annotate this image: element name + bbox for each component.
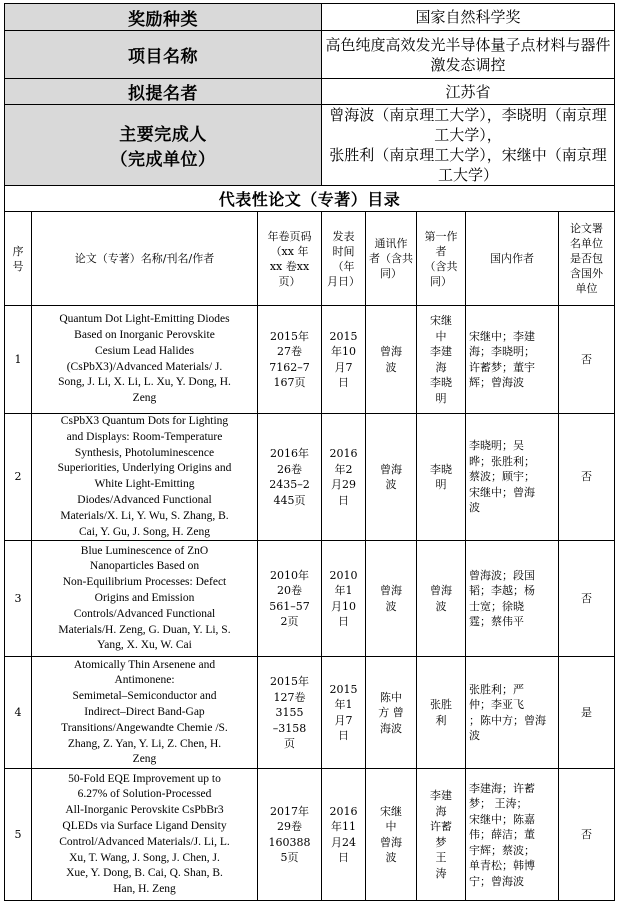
paper-title-line: Song, J. Li, X. Li, L. Xu, Y. Dong, H. [58,376,231,389]
row-number-line: 2 [14,470,22,484]
corresponding-author [366,414,417,541]
domestic-authors-line: 晔；张胜利； [469,454,535,468]
domestic-authors [466,306,559,414]
col-header-domestic-authors: 国内作者 [466,212,559,306]
publish-date-line: 月24 [331,835,356,849]
row-number [5,414,32,541]
foreign-unit-flag-line: 否 [581,470,592,484]
paper-title [32,657,258,769]
publish-date-line: 2015 [329,682,358,696]
volume-pages-line: –3158 [272,721,307,735]
paper-title-line: Xue, Y. Dong, B. Cai, Q. Shan, B. [66,867,223,880]
paper-title-line: Han, H. Zeng [113,883,176,896]
project-name-label: 项目名称 [5,31,322,79]
table-row [5,657,615,769]
paper-title-line: (CsPbX3)/Advanced Materials/ J. [66,360,223,373]
domestic-authors-line: 波 [469,501,480,515]
paper-title-line: Zeng [132,753,157,766]
col-header-date: 发表 时间 （年 月日） [322,212,366,306]
first-author-line: 涛 [435,866,447,880]
volume-pages [258,541,322,657]
paper-title-line: Yang, X. Xu, W. Cai [97,639,192,652]
publish-date-line: 日 [338,493,349,507]
domestic-authors-line: 宁；曾海波 [469,874,524,888]
paper-title-line: Blue Luminescence of ZnO [80,544,209,557]
domestic-authors [466,414,559,541]
domestic-authors-line: 梦； 王涛； [469,797,528,811]
volume-pages-line: 167页 [273,376,306,389]
completers-label-line-1: 主要完成人 [119,125,207,145]
volume-pages-line: 7162–7 [269,360,310,374]
col-header-paper: 论文（专著）名称/刊名/作者 [32,212,258,306]
first-author-line: 中 [435,329,447,343]
paper-title-line: Indirect–Direct Band-Gap [84,705,205,718]
foreign-unit-flag [559,414,615,541]
paper-title-line: Cai, Y. Gu, J. Song, H. Zeng [79,525,210,538]
publish-date [322,769,366,901]
volume-pages [258,657,322,769]
first-author-line: 海 [435,804,447,818]
paper-title-line: Diodes/Advanced Functional [77,493,212,506]
domestic-authors-line: 宇辉；蔡波； [469,843,535,857]
domestic-authors-line: 李晓明；吴 [469,439,524,453]
domestic-authors-line: 辉；曾海波 [469,376,524,389]
paper-title-line: 50-Fold EQE Improvement up to [68,772,221,785]
volume-pages-line: 27卷 [277,345,302,358]
domestic-authors-line: 士宽；徐晓 [469,599,524,613]
publish-date [322,541,366,657]
foreign-unit-flag [559,306,615,414]
publish-date [322,414,366,541]
volume-pages-line: 20卷 [277,584,302,598]
paper-title-line: Cesium Lead Halides [94,344,194,357]
volume-pages-line: 2010年 [270,568,309,582]
volume-pages [258,769,322,901]
paper-title-line: 6.27% of Solution-Processed [77,788,212,801]
paper-title-line: Nanoparticles Based on [89,560,200,573]
first-author-line: 许蓄 [430,820,452,834]
domestic-authors-line: 海；李晓明； [469,345,535,358]
volume-pages-line: 2435–2 [269,478,310,492]
paper-title-line: Quantum Dot Light-Emitting Diodes [59,313,230,326]
main-completers-label [5,105,322,186]
corresponding-author-line: 海波 [380,721,402,735]
row-number [5,769,32,901]
paper-title-line: Superiorities, Underlying Origins and [57,462,232,475]
first-author-line: 李晓 [430,376,452,389]
column-header-row [5,212,615,306]
publish-date-line: 月10 [331,599,356,613]
paper-title-line: Control/Advanced Materials/J. Li, L. [59,835,230,848]
domestic-authors [466,769,559,901]
row-number [5,306,32,414]
paper-list [5,306,615,901]
row-number-line: 5 [14,828,22,842]
volume-pages-line: 160388 [268,835,311,849]
col-header-no: 序 号 [5,212,32,306]
domestic-authors-line: 霆；蔡伟平 [469,615,524,629]
paper-title-line: Atomically Thin Arsenene and [73,658,216,671]
domestic-authors [466,657,559,769]
volume-pages-line: 26卷 [277,462,302,476]
corresponding-author-line: 波 [385,851,397,865]
publish-date [322,657,366,769]
first-author-line: 明 [435,391,447,405]
corresponding-author [366,657,417,769]
volume-pages-line: 2017年 [270,804,309,818]
publish-date-line: 月7 [334,360,353,374]
paper-title-line: Xu, T. Wang, J. Song, J. Chen, J. [69,851,220,864]
first-author [417,414,466,541]
col-header-corresponding-author: 通讯作 者（含共 同） [366,212,417,306]
paper-title-line: Based on Inorganic Perovskite [74,328,215,341]
corresponding-author [366,306,417,414]
publish-date-line: 年1 [334,698,353,712]
domestic-authors-line: 宋继中；陈嘉 [469,812,535,826]
col-header-foreign-unit: 论文署 名单位 是否包 含国外 单位 [559,212,615,306]
paper-title-line: Antimonene: [114,674,175,687]
volume-pages-line: 5页 [280,851,299,865]
volume-pages-line: 2016年 [270,447,309,461]
paper-title-line: and Displays: Room-Temperature [66,430,223,443]
paper-title-line: Origins and Emission [94,591,195,604]
paper-title-line: Transitions/Angewandte Chemie /S. [61,721,228,734]
first-author-line: 李晓 [430,462,452,476]
first-author-line: 梦 [435,835,447,849]
paper-title-line: Materials/X. Li, Y. Wu, S. Zhang, B. [60,509,229,522]
domestic-authors-line: 张胜利；严 [469,682,524,696]
publish-date-line: 年1 [334,584,353,598]
award-form-table [4,3,615,901]
domestic-authors-line: 伟；薛洁；董 [469,828,535,842]
completers-label-line-2: （完成单位） [110,150,216,170]
domestic-authors-line: 单青松；韩博 [469,859,535,873]
corresponding-author-line: 中 [385,820,397,834]
nominator-label: 拟提名者 [5,79,322,105]
corresponding-author-line: 波 [385,360,397,374]
domestic-authors-line: 李建海；许蓄 [469,781,535,795]
publish-date-line: 月29 [331,478,356,492]
paper-title-line: QLEDs via Surface Ligand Density [62,820,227,833]
col-header-first-author: 第一作 者 （含共 同） [417,212,466,306]
publish-date [322,306,366,414]
corresponding-author-line: 波 [385,599,397,613]
nominator-value: 江苏省 [322,79,615,105]
corresponding-author [366,541,417,657]
first-author-line: 王 [435,851,447,865]
paper-title-line: Semimetal–Semiconductor and [72,690,217,703]
main-completers-value [322,105,615,186]
table-row [5,541,615,657]
corresponding-author-line: 宋继 [380,804,402,818]
paper-title-line: CsPbX3 Quantum Dots for Lighting [60,415,229,427]
volume-pages [258,306,322,414]
foreign-unit-flag [559,769,615,901]
publish-date-line: 年11 [331,820,356,834]
corresponding-author-line: 曾海 [380,462,402,476]
corresponding-author-line: 曾海 [380,835,402,849]
table-row [5,769,615,901]
first-author-line: 宋继 [430,314,452,327]
first-author [417,769,466,901]
paper-title-line: Non-Equilibrium Processes: Defect [62,576,227,589]
publish-date-line: 2010 [329,568,358,582]
publish-date-line: 年10 [331,345,356,358]
publish-date-line: 日 [338,376,349,389]
row-number-line: 3 [14,592,22,606]
row-number-line: 4 [14,706,22,720]
paper-title [32,414,258,541]
paper-title-line: White Light-Emitting [94,478,195,491]
domestic-authors-line: 许蓄梦；董宇 [469,360,535,374]
domestic-authors-line: 韬；李越；杨 [469,584,535,598]
table-row [5,414,615,541]
first-author [417,657,466,769]
paper-title-line: Zeng [132,392,157,405]
first-author [417,541,466,657]
col-header-volume: 年卷页码 （xx 年 xx 卷xx 页） [258,212,322,306]
table-row [5,306,615,414]
domestic-authors-line: 曾海波；段国 [469,568,535,582]
foreign-unit-flag-line: 否 [581,828,592,842]
foreign-unit-flag [559,541,615,657]
volume-pages-line: 3155 [275,706,304,720]
first-author-line: 海 [435,360,447,374]
foreign-unit-flag-line: 否 [581,592,592,606]
paper-title-line: All-Inorganic Perovskite CsPbBr3 [65,804,224,817]
volume-pages-line: 页 [284,737,295,751]
domestic-authors-line: 宋继中；曾海 [469,485,535,499]
first-author-line: 明 [435,478,447,492]
volume-pages-line: 2页 [280,615,299,629]
paper-title-line: Materials/H. Zeng, G. Duan, Y. Li, S. [58,623,231,636]
publish-date-line: 日 [338,615,349,629]
corresponding-author-line: 波 [385,478,397,492]
publish-date-line: 年2 [334,462,353,476]
corresponding-author [366,769,417,901]
corresponding-author-line: 方 曾 [378,706,404,720]
domestic-authors-line: 仲；李亚飞 [469,698,524,712]
volume-pages-line: 445页 [273,493,306,507]
row-number-line: 1 [14,352,22,366]
paper-title-line: Synthesis, Photoluminescence [74,446,215,459]
completers-value-line-1: 曾海波（南京理工大学），李晓明（南京理工大学）， [329,106,607,144]
domestic-authors [466,541,559,657]
corresponding-author-line: 陈中 [380,690,402,704]
award-type-label: 奖励种类 [5,4,322,31]
foreign-unit-flag-line: 是 [581,706,592,720]
paper-title-line: Zhang, Z. Yan, Y. Li, Z. Chen, H. [67,737,222,750]
award-type-value: 国家自然科学奖 [322,4,615,31]
corresponding-author-line: 曾海 [380,584,402,598]
corresponding-author-line: 曾海 [380,345,402,358]
publish-date-line: 2016 [329,447,358,461]
first-author [417,306,466,414]
row-number [5,657,32,769]
paper-title [32,541,258,657]
first-author-line: 李建 [430,345,452,358]
volume-pages-line: 561–57 [269,599,310,613]
first-author-line: 波 [435,599,447,613]
volume-pages-line: 29卷 [277,820,302,834]
first-author-line: 张胜 [430,698,452,712]
publish-date-line: 月7 [334,713,353,727]
foreign-unit-flag [559,657,615,769]
paper-title-line: Controls/Advanced Functional [73,607,216,620]
volume-pages-line: 127卷 [273,690,306,704]
volume-pages [258,414,322,541]
domestic-authors-line: 波 [469,729,480,743]
domestic-authors-line: 蔡波；顾宇； [469,470,535,484]
project-name-value: 高色纯度高效发光半导体量子点材料与器件激发态调控 [322,31,615,79]
domestic-authors-line: 宋继中；李建 [469,329,535,343]
publish-date-line: 2016 [329,804,358,818]
first-author-line: 利 [435,713,447,727]
paper-title [32,306,258,414]
publish-date-line: 日 [338,851,349,865]
domestic-authors-line: ；陈中方；曾海 [469,713,546,727]
publish-date-line: 2015 [329,329,358,343]
section-title: 代表性论文（专著）目录 [5,186,615,212]
publish-date-line: 日 [338,729,349,743]
first-author-line: 李建 [430,789,452,803]
volume-pages-line: 2015年 [270,329,309,343]
foreign-unit-flag-line: 否 [581,352,592,366]
completers-value-line-2: 张胜利（南京理工大学），宋继中（南京理工大学） [329,146,607,184]
first-author-line: 曾海 [430,584,452,598]
paper-title [32,769,258,901]
row-number [5,541,32,657]
volume-pages-line: 2015年 [270,675,309,689]
